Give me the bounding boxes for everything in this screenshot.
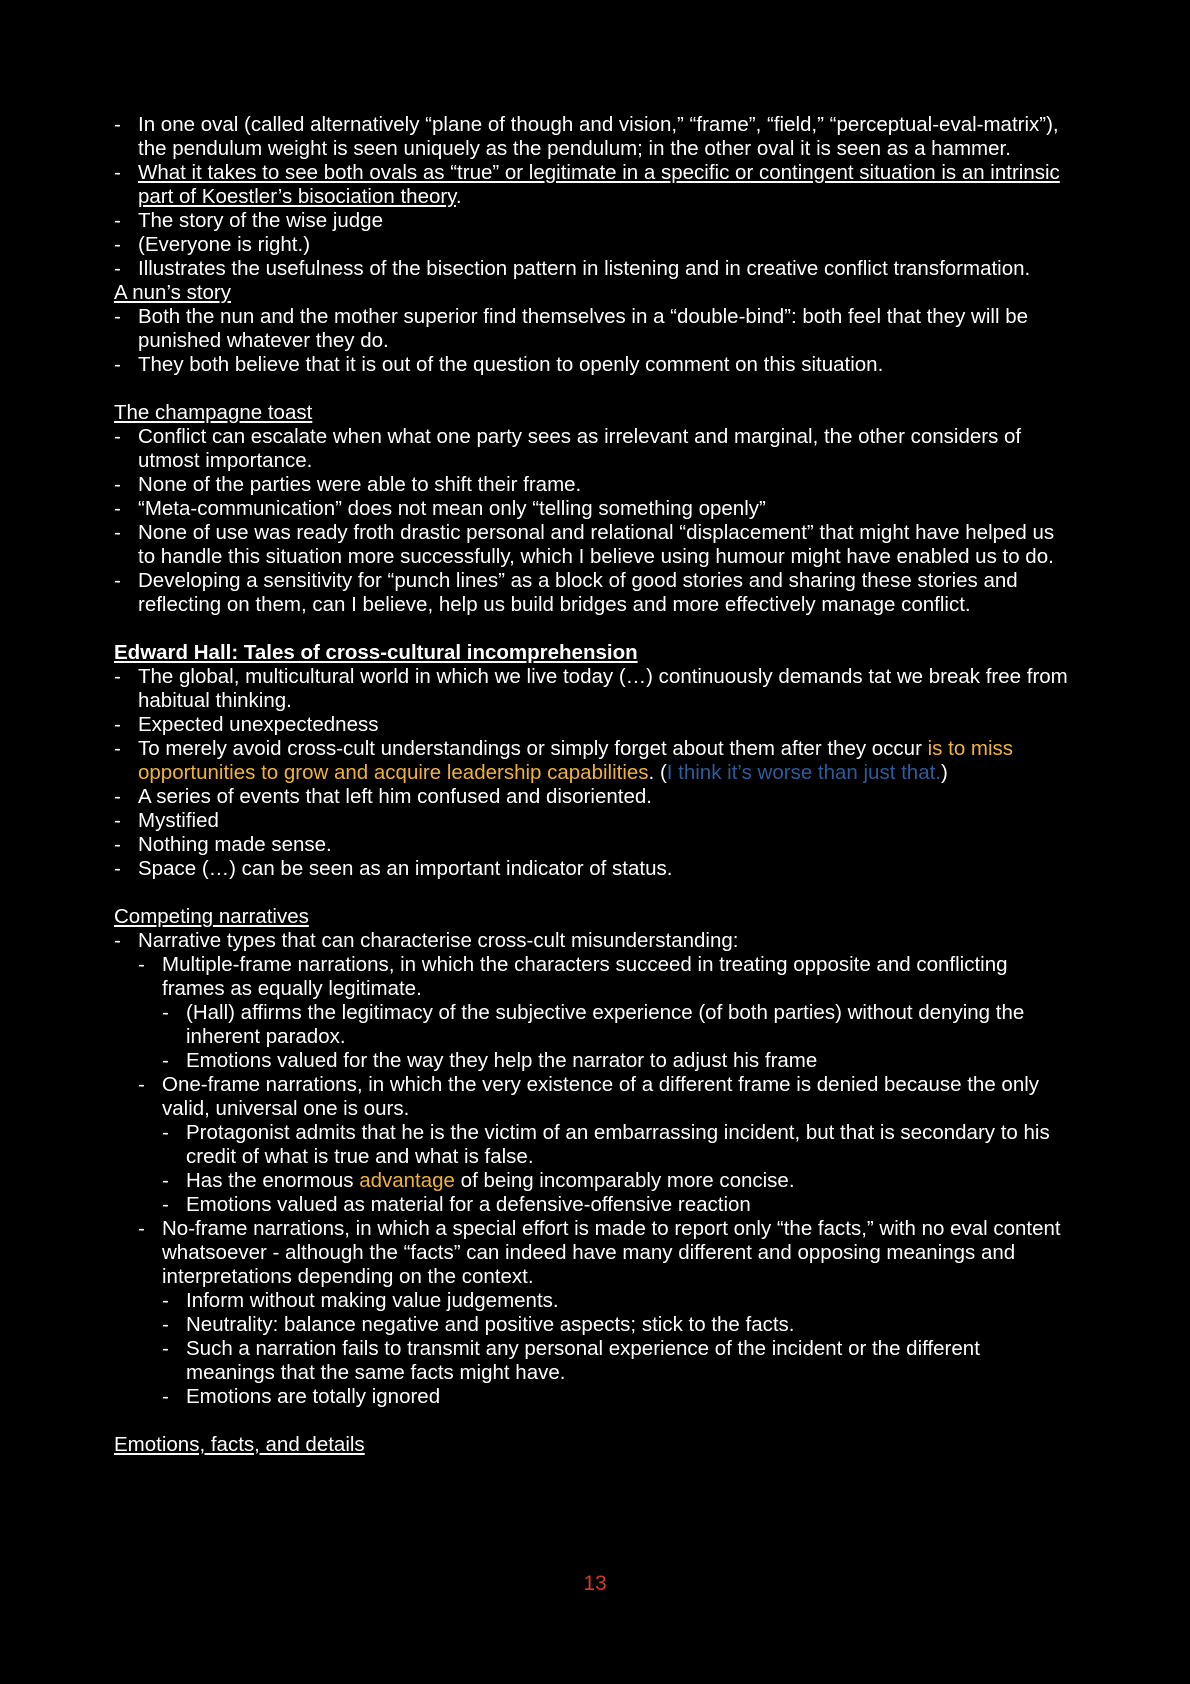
- list-item: - Space (…) can be seen as an important indicator of status.: [114, 857, 1074, 881]
- spacer: [114, 377, 1074, 401]
- list-item-text: Has the enormous: [186, 1169, 360, 1192]
- one-frame-sublist: [162, 1121, 1074, 1217]
- list-item-text: In one oval (called alternatively “plane of though and vision,” “frame”, “field,” “perceptual-eval-matrix”), the pendulum weight is seen uniquely as the pendulum; in the other oval it is seen as a hammer.: [138, 113, 1059, 160]
- punctuation: .: [455, 185, 462, 208]
- list-item: [114, 233, 1074, 257]
- list-item: - Emotions are totally ignored: [162, 1385, 1074, 1409]
- list-item: [114, 737, 1074, 785]
- list-item: - The global, multicultural world in which we live today (…) continuously demands tat we break free from habitual thinking.: [114, 665, 1074, 713]
- list-item: - Emotions valued as material for a defensive-offensive reaction: [162, 1193, 1074, 1217]
- list-item-text: (Everyone is right.): [138, 233, 311, 256]
- list-item: - Expected unexpectedness: [114, 713, 1074, 737]
- page-number: 13: [583, 1572, 607, 1595]
- list-item-text: To merely avoid cross-cult understandings or simply forget about them after they occur: [138, 737, 928, 760]
- punctuation: ): [941, 761, 948, 784]
- list-item: - “Meta-communication” does not mean only “telling something openly”: [114, 497, 1074, 521]
- list-item-one-frame: [138, 1073, 1074, 1217]
- no-frame-sublist: [162, 1289, 1074, 1409]
- list-item-text: Multiple-frame narrations, in which the characters succeed in treating opposite and conflicting frames as equally legitimate.: [162, 953, 1008, 1000]
- list-item-multiple-frame: [138, 953, 1074, 1073]
- section-heading-nun-story: A nun’s story: [114, 281, 231, 304]
- list-item: [114, 161, 1074, 209]
- list-item: - None of use was ready froth drastic personal and relational “displacement” that might have helped us to handle this situation more successfully, which I believe using humour might have enabled us to do.: [114, 521, 1074, 569]
- list-item-no-frame: [138, 1217, 1074, 1409]
- list-item-text: Illustrates the usefulness of the bisection pattern in listening and in creative conflict transformation.: [138, 257, 1031, 280]
- list-item: - Mystified: [114, 809, 1074, 833]
- list-item: - Inform without making value judgements.: [162, 1289, 1074, 1313]
- comment-text-blue: I think it’s worse than just that.: [666, 761, 941, 784]
- list-item: - They both believe that it is out of the question to openly comment on this situation.: [114, 353, 1074, 377]
- narrative-types-list: [138, 953, 1074, 1409]
- list-item: - Conflict can escalate when what one party sees as irrelevant and marginal, the other considers of utmost importance.: [114, 425, 1074, 473]
- list-item: - Such a narration fails to transmit any personal experience of the incident or the different meanings that the same facts might have.: [162, 1337, 1074, 1385]
- list-item: - Protagonist admits that he is the victim of an embarrassing incident, but that is secondary to his credit of what is true and what is false.: [162, 1121, 1074, 1169]
- list-item: - (Hall) affirms the legitimacy of the subjective experience (of both parties) without denying the inherent paradox.: [162, 1001, 1074, 1049]
- nun-story-list: [114, 305, 1074, 377]
- list-item: - Developing a sensitivity for “punch lines” as a block of good stories and sharing these stories and reflecting on them, can I believe, help us build bridges and more effectively manage conflict.: [114, 569, 1074, 617]
- list-item: - Emotions valued for the way they help the narrator to adjust his frame: [162, 1049, 1074, 1073]
- list-item: - Nothing made sense.: [114, 833, 1074, 857]
- section-heading-champagne-toast: The champagne toast: [114, 401, 313, 424]
- list-item-text: of being incomparably more concise.: [454, 1169, 795, 1192]
- list-item: [114, 113, 1074, 161]
- list-item-text: One-frame narrations, in which the very existence of a different frame is denied because the only valid, universal one is ours.: [162, 1073, 1040, 1120]
- spacer: [114, 617, 1074, 641]
- list-item: - None of the parties were able to shift their frame.: [114, 473, 1074, 497]
- list-item-text: No-frame narrations, in which a special effort is made to report only “the facts,” with no eval content whatsoever - although the “facts” can indeed have many different and opposing meanings and interpretations depending on the context.: [162, 1217, 1061, 1288]
- hall-list: [114, 665, 1074, 881]
- section-heading-emotions-facts-details: Emotions, facts, and details: [114, 1433, 365, 1456]
- narratives-list: [114, 929, 1074, 1409]
- spacer: [114, 881, 1074, 905]
- document-page: [114, 113, 1074, 1457]
- list-item: [114, 209, 1074, 233]
- list-item: [114, 257, 1074, 281]
- punctuation: . (: [648, 761, 667, 784]
- spacer: [114, 1409, 1074, 1433]
- section-heading-competing-narratives: Competing narratives: [114, 905, 309, 928]
- list-item-text: Narrative types that can characterise cross-cult misunderstanding:: [138, 929, 739, 952]
- intro-list: [114, 113, 1074, 281]
- list-item: [162, 1169, 1074, 1193]
- highlighted-text-orange: advantage: [359, 1169, 455, 1192]
- list-item: - A series of events that left him confused and disoriented.: [114, 785, 1074, 809]
- list-item-text: The story of the wise judge: [138, 209, 383, 232]
- list-item: - Both the nun and the mother superior find themselves in a “double-bind”: both feel that they will be punished whatever they do.: [114, 305, 1074, 353]
- section-heading-edward-hall: Edward Hall: Tales of cross-cultural incomprehension: [114, 641, 638, 664]
- list-item: - Neutrality: balance negative and positive aspects; stick to the facts.: [162, 1313, 1074, 1337]
- champagne-list: [114, 425, 1074, 617]
- multiple-frame-sublist: [162, 1001, 1074, 1073]
- highlighted-text-orange: is to miss opportunities to grow and acquire leadership capabilities: [138, 737, 1014, 784]
- list-item: [114, 929, 1074, 1409]
- underlined-statement: What it takes to see both ovals as “true” or legitimate in a specific or contingent situation is an intrinsic part of Koestler’s bisociation theory: [138, 161, 1060, 208]
